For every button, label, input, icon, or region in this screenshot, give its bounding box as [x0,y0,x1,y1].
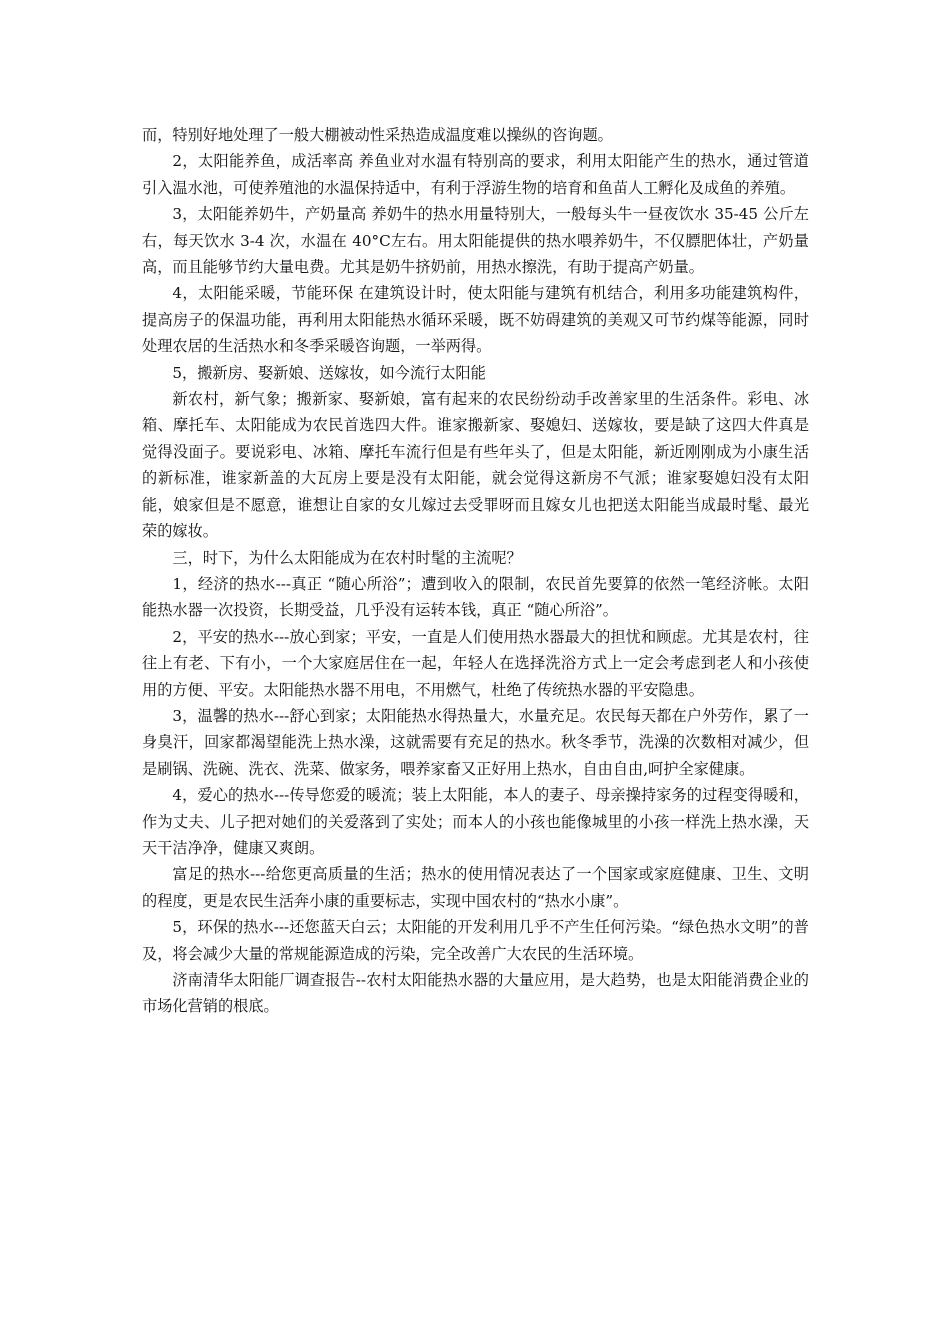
paragraph-caring-water: 4，爱心的热水---传导您爱的暖流；装上太阳能，本人的妻子、母亲操持家务的过程变得暖和，作为丈夫、儿子把对她们的关爱落到了实处；而本人的小孩也能像城里的小孩一样洗上热水澡，天天干洁净净，健康又爽朗。 [142,786,809,857]
paragraph-abundant-water: 富足的热水---给您更高质量的生活；热水的使用情况表达了一个国家或家庭健康、卫生、文明的程度，更是农民生活奔小康的重要标志，实现中国农村的“热水小康”。 [142,865,809,910]
paragraph-warm-water: 3，温馨的热水---舒心到家；太阳能热水得热量大，水量充足。农民每天都在户外劳作，累了一身臭汗，回家都渴望能洗上热水澡，这就需要有充足的热水。秋冬季节，洗澡的次数相对减少，但是刷锅、洗碗、洗衣、洗菜、做家务，喂养家畜又正好用上热水，自由自由,呵护全家健康。 [142,706,809,778]
paragraph-economic-water: 1，经济的热水---真正 “随心所浴”；遭到收入的限制，农民首先要算的依然一笔经济帐。太阳能热水器一次投资，长期受益，几乎没有运转本钱，真正 “随心所浴”。 [142,574,809,620]
paragraph-dairy-cows: 3，太阳能养奶牛，产奶量高 养奶牛的热水用量特别大，一般每头牛一昼夜饮水 35-45 公斤左右，每天饮水 3-4 次，水温在 40°C左右。用太阳能提供的热水喂养奶牛，不仅膘肥体壮，产奶量高，而且能够节约大量电费。尤其是奶牛挤奶前，用热水擦洗，有助于提高产奶量。 [142,205,809,277]
paragraph-new-countryside: 新农村，新气象；搬新家、娶新娘，富有起来的农民纷纷动手改善家里的生活条件。彩电、冰箱、摩托车、太阳能成为农民首选四大件。谁家搬新家、娶媳妇、送嫁妆，要是缺了这四大件真是觉得没面子。要说彩电、冰箱、摩托车流行但是有些年头了，但是太阳能，新近刚刚成为小康生活的新标准，谁家新盖的大瓦房上要是没有太阳能，就会觉得这新房不气派；谁家娶媳妇没有太阳能，娘家但是不愿意，谁想让自家的女儿嫁过去受罪呀而且嫁女儿也把送太阳能当成最时髦、最光荣的嫁妆。 [142,390,809,541]
paragraph-fish-farming: 2，太阳能养鱼，成活率高 养鱼业对水温有特别高的要求，利用太阳能产生的热水，通过管道引入温水池，可使养殖池的水温保持适中，有利于浮游生物的培育和鱼苗人工孵化及成鱼的养殖。 [142,152,809,197]
paragraph-conclusion: 济南清华太阳能厂调查报告--农村太阳能热水器的大量应用，是大趋势，也是太阳能消费企业的市场化营销的根底。 [142,971,809,1016]
document-body [142,122,809,1020]
paragraph-new-house-heading: 5，搬新房、娶新娘、送嫁妆，如今流行太阳能 [172,363,486,382]
paragraph-safe-water: 2，平安的热水---放心到家；平安，一直是人们使用热水器最大的担忧和顾虑。尤其是农村，往往上有老、下有小，一个大家庭居住在一起，年轻人在选择洗浴方式上一定会考虑到老人和小孩使用的方便、平安。太阳能热水器不用电，不用燃气，杜绝了传统热水器的平安隐患。 [142,627,809,699]
paragraph-green-water: 5，环保的热水---还您蓝天白云；太阳能的开发利用几乎不产生任何污染。“绿色热水文明”的普及，将会减少大量的常规能源造成的污染，完全改善广大农民的生活环境。 [142,918,809,963]
section-heading-why-solar: 三，时下，为什么太阳能成为在农村时髦的主流呢？ [172,548,522,567]
paragraph-continuation: 而，特别好地处理了一般大棚被动性采热造成温度难以操纵的咨询题。 [142,126,613,144]
paragraph-heating: 4，太阳能采暖，节能环保 在建筑设计时，使太阳能与建筑有机结合，利用多功能建筑构件，提高房子的保温功能，再利用太阳能热水循环采暖，既不妨碍建筑的美观又可节约煤等能源，同时处理农居的生活热水和冬季采暖咨询题，一举两得。 [142,284,809,356]
